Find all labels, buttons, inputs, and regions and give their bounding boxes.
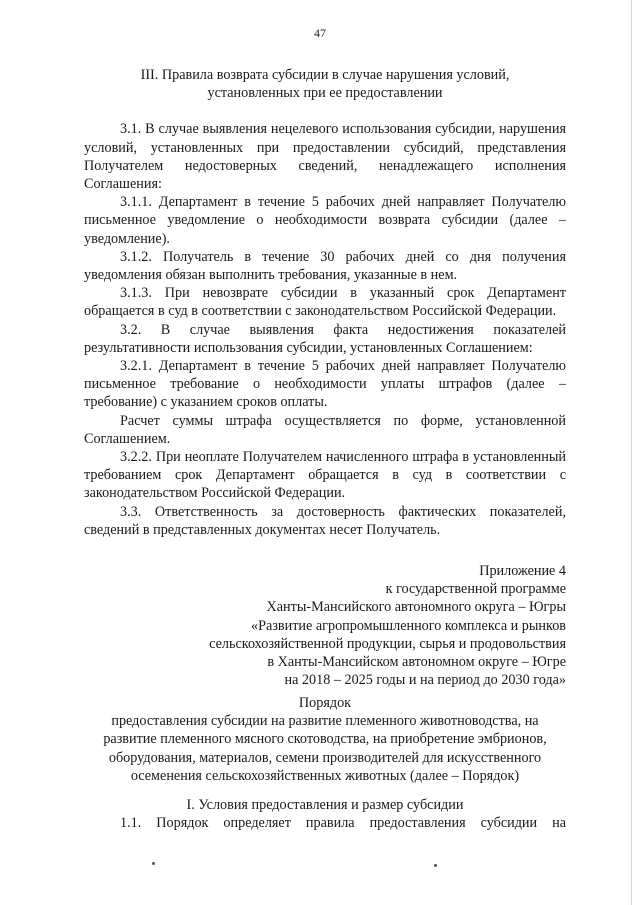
paragraph-3-1-2: 3.1.2. Получатель в течение 30 рабочих дней со дня получения уведомления обязан выполнить требования, указанные в нем. bbox=[84, 248, 566, 284]
paragraph-fine-calc: Расчет суммы штрафа осуществляется по форме, установленной Соглашением. bbox=[84, 412, 566, 447]
paragraph-3-1-3: 3.1.3. При невозврате субсидии в указанный срок Департамент обращается в суд в соответствии с законодательством Российской Федерации. bbox=[84, 285, 566, 320]
appendix-line: в Ханты-Мансийском автономном округе – Югре bbox=[267, 654, 566, 671]
section-3-heading bbox=[84, 66, 566, 102]
page-number: 47 bbox=[314, 26, 326, 40]
procedure-subtitle-line: предоставления субсидии на развитие племенного животноводства, на bbox=[111, 713, 539, 730]
procedure-subtitle-line: осеменения сельскохозяйственных животных (далее – Порядок) bbox=[130, 767, 520, 784]
scan-speck bbox=[434, 864, 437, 867]
procedure-subtitle-line: развитие племенного мясного скотоводства, на приобретение эмбрионов, bbox=[103, 731, 547, 748]
appendix-line: «Развитие агропромышленного комплекса и рынков bbox=[251, 617, 566, 634]
procedure-heading bbox=[84, 694, 566, 785]
procedure-subtitle-line: оборудования, материалов, семени производителей для искусственного bbox=[108, 749, 542, 766]
appendix-line: на 2018 – 2025 годы и на период до 2030 года» bbox=[284, 672, 566, 689]
heading-line: установленных при ее предоставлении bbox=[207, 85, 443, 102]
paragraph-1-1: 1.1. Порядок определяет правила предоставления субсидии на bbox=[120, 815, 566, 832]
paragraph-3-1: 3.1. В случае выявления нецелевого использования субсидии, нарушения условий, установленных при предоставлении субсидий, представления Получателем недостоверных сведений, ненадлежащего исполнения Соглашения: bbox=[84, 121, 566, 193]
paragraph-3-1-1: 3.1.1. Департамент в течение 5 рабочих дней направляет Получателю письменное уведомление о необходимости возврата субсидии (далее – уведомление). bbox=[84, 194, 566, 247]
procedure-title: Порядок bbox=[298, 695, 352, 711]
paragraph-3-2-2: 3.2.2. При неоплате Получателем начисленного штрафа в установленный требованием срок Департамент обращается в суд в соответствии с законодательством Российской Федерации. bbox=[84, 449, 566, 502]
section-1-heading: I. Условия предоставления и размер субсидии bbox=[186, 797, 464, 813]
scan-speck bbox=[152, 862, 155, 865]
appendix-line: Приложение 4 bbox=[479, 563, 566, 579]
heading-line: III. Правила возврата субсидии в случае нарушения условий, bbox=[140, 67, 510, 83]
paragraph-3-2: 3.2. В случае выявления факта недостижения показателей результативности использования субсидии, установленных Соглашением: bbox=[84, 321, 566, 356]
appendix-line: к государственной программе bbox=[385, 581, 566, 598]
appendix-line: сельскохозяйственной продукции, сырья и продовольствия bbox=[209, 635, 566, 652]
paragraph-3-2-1: 3.2.1. Департамент в течение 5 рабочих дней направляет Получателю письменное требование о необходимости уплаты штрафов (далее – требование) с указанием сроков оплаты. bbox=[84, 358, 566, 411]
scan-edge bbox=[631, 0, 632, 905]
appendix-header bbox=[84, 562, 566, 689]
section-1 bbox=[84, 796, 566, 832]
section-3 bbox=[84, 66, 566, 539]
appendix-line: Ханты-Мансийского автономного округа – Югры bbox=[266, 599, 566, 616]
paragraph-3-3: 3.3. Ответственность за достоверность фактических показателей, сведений в представленных документах несет Получатель. bbox=[84, 503, 566, 538]
